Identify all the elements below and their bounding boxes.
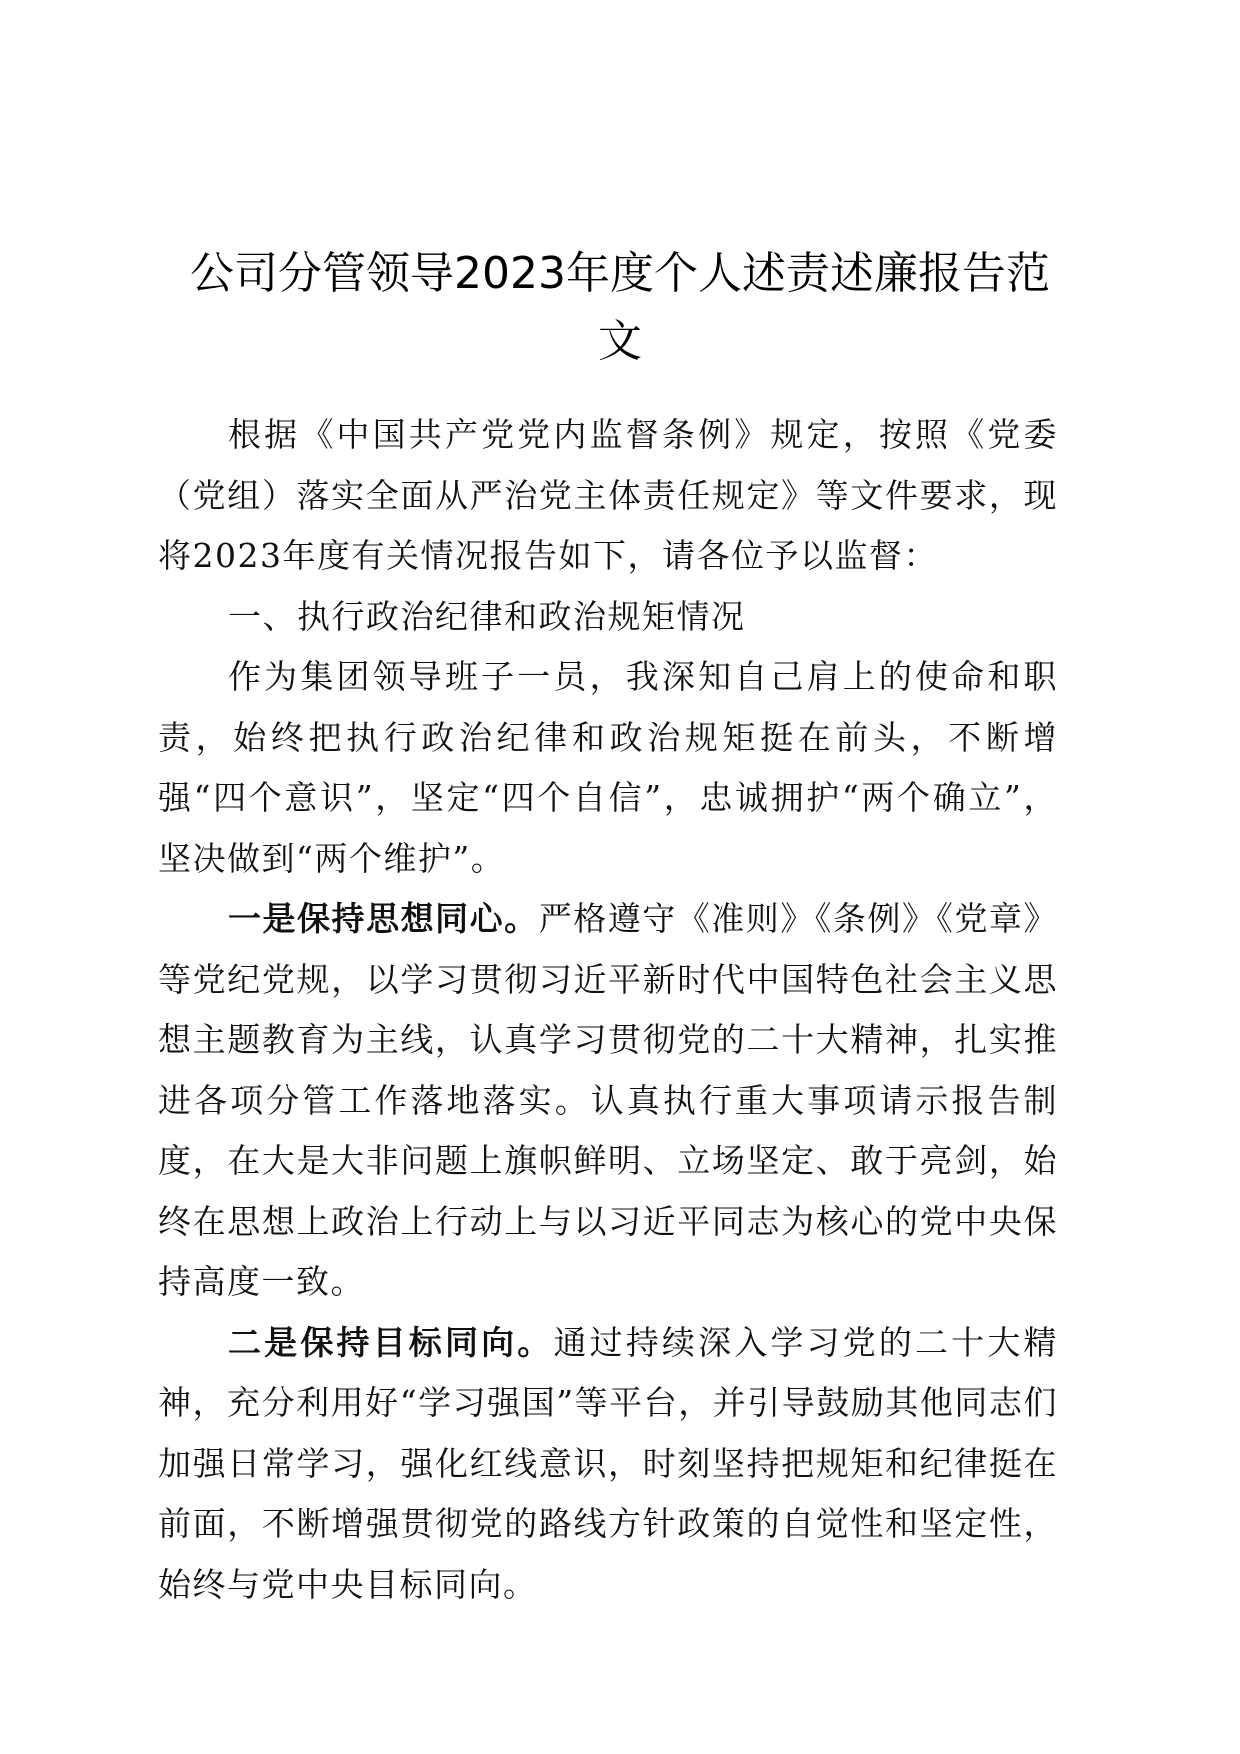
point-two-paragraph (158, 1313, 1058, 1616)
point-one-lead: 一是保持思想同心。 (228, 899, 539, 938)
section-intro-paragraph: 作为集团领导班子一员，我深知自己肩上的使命和职责，始终把执行政治纪律和政治规矩挺在前头，不断增强“四个意识”，坚定“四个自信”，忠诚拥护“两个确立”，坚决做到“两个维护”。 (158, 657, 1058, 878)
point-two-text: 通过持续深入学习党的二十大精神，充分利用好“学习强国”等平台，并引导鼓励其他同志们加强日常学习，强化红线意识，时刻坚持把规矩和纪律挺在前面，不断增强贯彻党的路线方针政策的自觉性和坚定性，始终与党中央目标同向。 (158, 1322, 1059, 1604)
intro-paragraph: 根据《中国共产党党内监督条例》规定，按照《党委（党组）落实全面从严治党主体责任规定》等文件要求，现将2023年度有关情况报告如下，请各位予以监督： (158, 415, 1058, 575)
document-title (150, 240, 1090, 376)
point-two-lead: 二是保持目标同向。 (228, 1322, 554, 1362)
title-line-2: 文 (598, 316, 642, 367)
point-one-text: 严格遵守《准则》《条例》《党章》等党纪党规，以学习贯彻习近平新时代中国特色社会主义思想主题教育为主线，认真学习贯彻党的二十大精神，扎实推进各项分管工作落地落实。认真执行重大事项请示报告制度，在大是大非问题上旗帜鲜明、立场坚定、敢于亮剑，始终在思想上政治上行动上与以习近平同志为核心的党中央保持高度一致。 (158, 899, 1059, 1301)
title-line-1: 公司分管领导2023年度个人述责述廉报告范 (190, 248, 1050, 299)
section-heading: 一、执行政治纪律和政治规矩情况 (228, 596, 746, 636)
document-body (158, 405, 1058, 1615)
point-one-paragraph (158, 889, 1058, 1313)
